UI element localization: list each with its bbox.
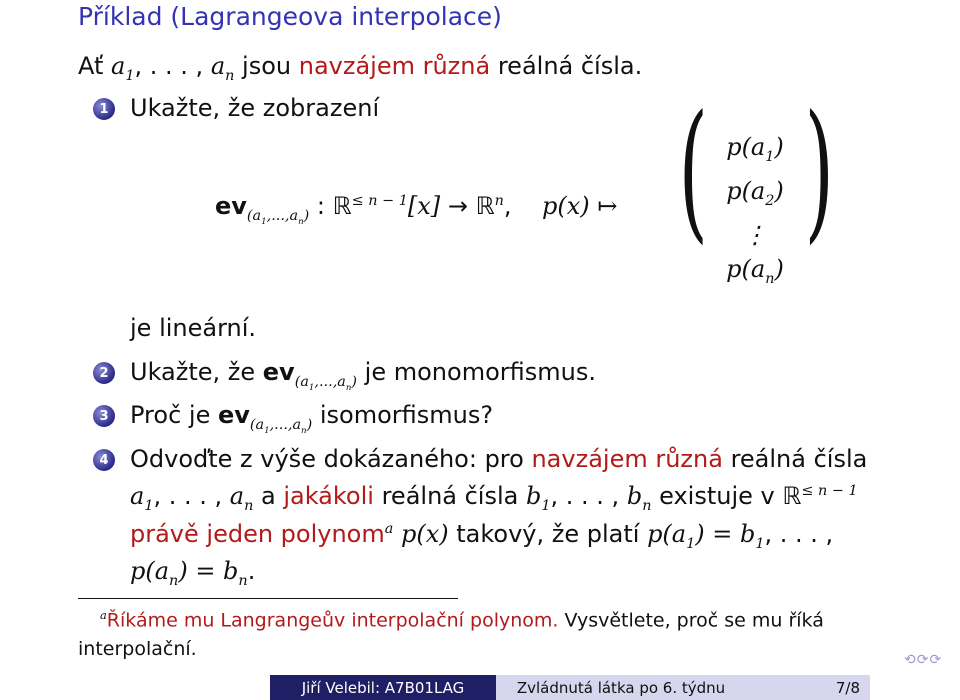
footer-course: A7B01LAG — [384, 678, 465, 697]
item-3-text: Proč je $ev_{(a_1,...,a_n)}$ isomorfismus? — [130, 401, 494, 436]
vector-entry-n: $p(a_n)$ — [726, 254, 784, 287]
vector-entry-2: $p(a_2)$ — [726, 176, 784, 209]
item-4-line-3: právě jeden polynom$^a$ p(x) takový, že platí $p(a_1) = b_1$, . . . , — [130, 520, 834, 552]
left-paren: ( — [678, 84, 708, 258]
item-number-1: 1 — [93, 98, 115, 120]
footer-author: Jiří Velebil: — [301, 678, 381, 697]
footer-topic: Zvládnutá látka po 6. týdnu — [496, 675, 746, 700]
vector-entry-dots: ⋮ — [743, 220, 767, 249]
footer-author-segment — [270, 675, 496, 700]
intro-line: Ať $a_1$, . . . , $a_n$ jsou navzájem různá reálná čísla. — [78, 52, 643, 84]
item-4-line-2: $a_1$, . . . , $a_n$ a jakákoli reálná čísla $b_1$, . . . , $b_n$ existuje v ℝ$^{\le n - 1}$ — [130, 482, 858, 514]
item-number-4: 4 — [93, 449, 115, 471]
footnote-line-2: interpolační. — [78, 638, 197, 660]
linear-text: je lineární. — [130, 314, 257, 342]
map-formula: $ev_{(a_1,...,a_n)}$ : ℝ$^{\le n - 1}$[x] → ℝ$^n$, p(x) ↦ — [215, 192, 618, 227]
item-4-line-4: $p(a_n) = b_n$. — [130, 557, 256, 589]
footer-page: 7/8 — [746, 675, 870, 700]
item-4-line-1: Odvoďte z výše dokázaného: pro navzájem různá reálná čísla — [130, 445, 868, 473]
item-number-2: 2 — [93, 362, 115, 384]
right-paren: ) — [804, 84, 834, 258]
page-title: Příklad (Lagrangeova interpolace) — [78, 2, 502, 31]
item-number-3: 3 — [93, 405, 115, 427]
vector-entry-1: $p(a_1)$ — [726, 133, 784, 165]
item-2-text: Ukažte, že $ev_{(a_1,...,a_n)}$ je monomorfismus. — [130, 358, 596, 393]
footnote-rule — [78, 598, 458, 599]
vector-column — [705, 130, 805, 295]
item-1-text: Ukažte, že zobrazení — [130, 94, 380, 122]
navigation-icons[interactable]: ⟲⟳⟳ — [904, 652, 943, 668]
footnote-line-1: $^a$Říkáme mu Langrangeův interpolační polynom. Vysvětlete, proč se mu říká — [100, 608, 824, 632]
footer-bar — [270, 675, 870, 700]
